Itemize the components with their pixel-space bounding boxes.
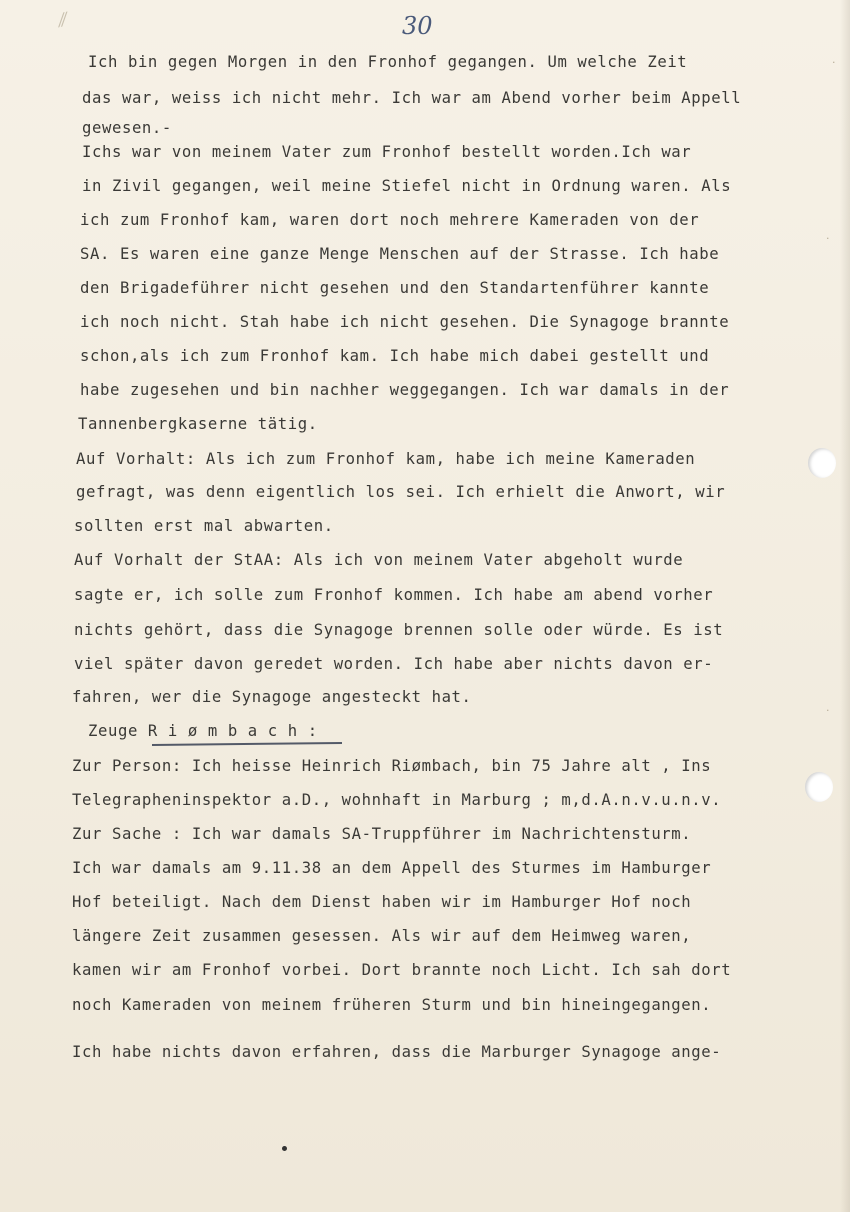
margin-mark: · [826, 232, 830, 245]
text-line-26: Hof beteiligt. Nach dem Dienst haben wir im Hamburger Hof noch [72, 893, 692, 911]
text-line-25: Ich war damals am 9.11.38 an dem Appell des Sturmes im Hamburger [72, 859, 712, 877]
text-line-14: gefragt, was denn eigentlich los sei. Ich erhielt die Anwort, wir [76, 483, 726, 501]
margin-mark: · [832, 56, 836, 69]
punch-hole [808, 448, 836, 478]
text-line-8: den Brigadeführer nicht gesehen und den Standartenführer kannte [80, 279, 710, 297]
text-line-9: ich noch nicht. Stah habe ich nicht gesehen. Die Synagoge brannte [80, 313, 730, 331]
text-line-12: Tannenbergkaserne tätig. [78, 415, 318, 433]
heading-underline [152, 742, 342, 746]
faint-corner-mark: ⁄⁄ [57, 9, 69, 32]
text-line-22: Zur Person: Ich heisse Heinrich Riømbach, bin 75 Jahre alt , Ins [72, 757, 712, 775]
page-edge-shadow [840, 0, 850, 1212]
text-line-1: Ich bin gegen Morgen in den Fronhof gegangen. Um welche Zeit [88, 53, 688, 71]
text-line-23: Telegrapheninspektor a.D., wohnhaft in Marburg ; m,d.A.n.v.u.n.v. [72, 791, 722, 809]
text-line-10: schon,als ich zum Fronhof kam. Ich habe mich dabei gestellt und [80, 347, 710, 365]
text-line-16: Auf Vorhalt der StAA: Als ich von meinem Vater abgeholt wurde [74, 551, 684, 569]
margin-mark: · [826, 704, 830, 717]
section-heading-witness: Zeuge R i ø m b a c h : [88, 722, 318, 740]
punch-hole [805, 772, 833, 802]
text-line-5: in Zivil gegangen, weil meine Stiefel nicht in Ordnung waren. Als [82, 177, 732, 195]
page-number: 30 [402, 12, 433, 40]
text-line-6: ich zum Fronhof kam, waren dort noch mehrere Kameraden von der [80, 211, 700, 229]
text-line-2: das war, weiss ich nicht mehr. Ich war am Abend vorher beim Appell [82, 89, 742, 107]
text-line-27: längere Zeit zusammen gesessen. Als wir auf dem Heimweg waren, [72, 927, 692, 945]
text-line-19: viel später davon geredet worden. Ich habe aber nichts davon er- [74, 655, 714, 673]
text-line-29: noch Kameraden von meinem früheren Sturm und bin hineingegangen. [72, 996, 712, 1014]
text-line-24: Zur Sache : Ich war damals SA-Truppführer im Nachrichtensturm. [72, 825, 692, 843]
text-line-3: gewesen.- [82, 119, 172, 137]
text-line-15: sollten erst mal abwarten. [74, 517, 334, 535]
text-line-7: SA. Es waren eine ganze Menge Menschen auf der Strasse. Ich habe [80, 245, 720, 263]
text-line-4: Ichs war von meinem Vater zum Fronhof bestellt worden.Ich war [82, 143, 692, 161]
text-line-13: Auf Vorhalt: Als ich zum Fronhof kam, habe ich meine Kameraden [76, 450, 696, 468]
ink-dot [282, 1146, 287, 1151]
text-line-20: fahren, wer die Synagoge angesteckt hat. [72, 688, 472, 706]
text-line-17: sagte er, ich solle zum Fronhof kommen. Ich habe am abend vorher [74, 586, 714, 604]
text-line-11: habe zugesehen und bin nachher weggegangen. Ich war damals in der [80, 381, 730, 399]
text-line-28: kamen wir am Fronhof vorbei. Dort brannte noch Licht. Ich sah dort [72, 961, 732, 979]
text-line-30: Ich habe nichts davon erfahren, dass die Marburger Synagoge ange- [72, 1043, 722, 1061]
text-line-18: nichts gehört, dass die Synagoge brennen solle oder würde. Es ist [74, 621, 724, 639]
